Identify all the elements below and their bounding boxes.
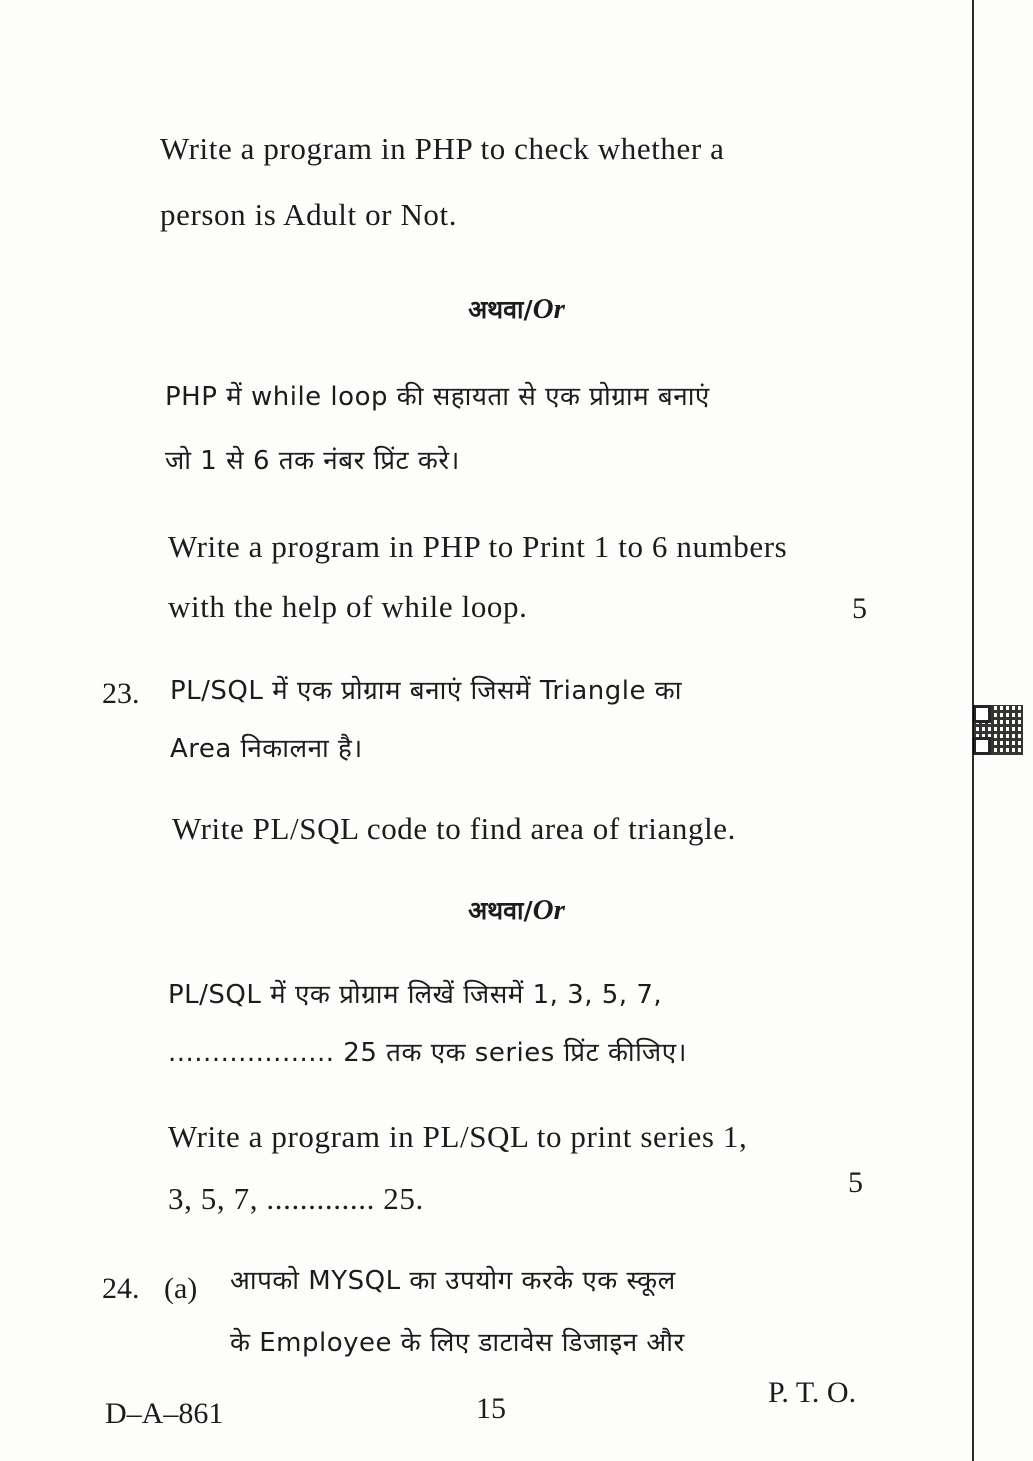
alt2-hindi-line-1: PL/SQL में एक प्रोग्राम लिखें जिसमें 1, 3, 5, 7, — [168, 980, 663, 1010]
or-english: Or — [532, 894, 565, 926]
q23-number: 23. — [102, 677, 140, 710]
or-hindi: अथवा — [468, 896, 524, 925]
footer-pto: P. T. O. — [768, 1376, 857, 1409]
q24-hindi-line-2: के Employee के लिए डाटावेस डिजाइन और — [230, 1328, 685, 1358]
q23-english-line-1: Write PL/SQL code to find area of triangle. — [172, 811, 737, 846]
or-english: Or — [532, 293, 565, 325]
qr-code — [973, 705, 1023, 755]
alt2-marks: 5 — [848, 1166, 863, 1199]
q23-hindi-line-2: Area निकालना है। — [170, 734, 363, 764]
or-hindi: अथवा — [468, 295, 524, 324]
alt1-english-line-2: with the help of while loop. — [168, 589, 528, 624]
alt1-hindi-line-1: PHP में while loop की सहायता से एक प्रोग्राम बनाएं — [165, 382, 710, 412]
alt2-english-line-1: Write a program in PL/SQL to print series 1, — [168, 1119, 748, 1154]
q24-number: 24. — [102, 1272, 140, 1305]
or-slash: / — [523, 896, 533, 925]
alt1-hindi-line-2: जो 1 से 6 तक नंबर प्रिंट करे। — [165, 446, 460, 476]
q24-hindi-line-1: आपको MYSQL का उपयोग करके एक स्कूल — [230, 1266, 676, 1296]
alt1-english-line-1: Write a program in PHP to Print 1 to 6 numbers — [168, 529, 788, 564]
alt2-hindi-line-2: ................... 25 तक एक series प्रिंट कीजिए। — [168, 1038, 687, 1068]
or-slash: / — [523, 295, 533, 324]
q21-english-line-1: Write a program in PHP to check whether a — [160, 131, 725, 166]
q21-english-line-2: person is Adult or Not. — [160, 197, 458, 232]
alt1-marks: 5 — [852, 592, 867, 625]
footer-page-number: 15 — [476, 1392, 506, 1425]
or-separator-2 — [0, 893, 1033, 928]
q24-part-a: (a) — [164, 1272, 198, 1305]
or-separator-1 — [0, 292, 1033, 327]
alt2-english-line-2: 3, 5, 7, ............. 25. — [168, 1181, 424, 1216]
q23-hindi-line-1: PL/SQL में एक प्रोग्राम बनाएं जिसमें Triangle का — [170, 676, 682, 706]
footer-paper-code: D–A–861 — [105, 1397, 224, 1430]
